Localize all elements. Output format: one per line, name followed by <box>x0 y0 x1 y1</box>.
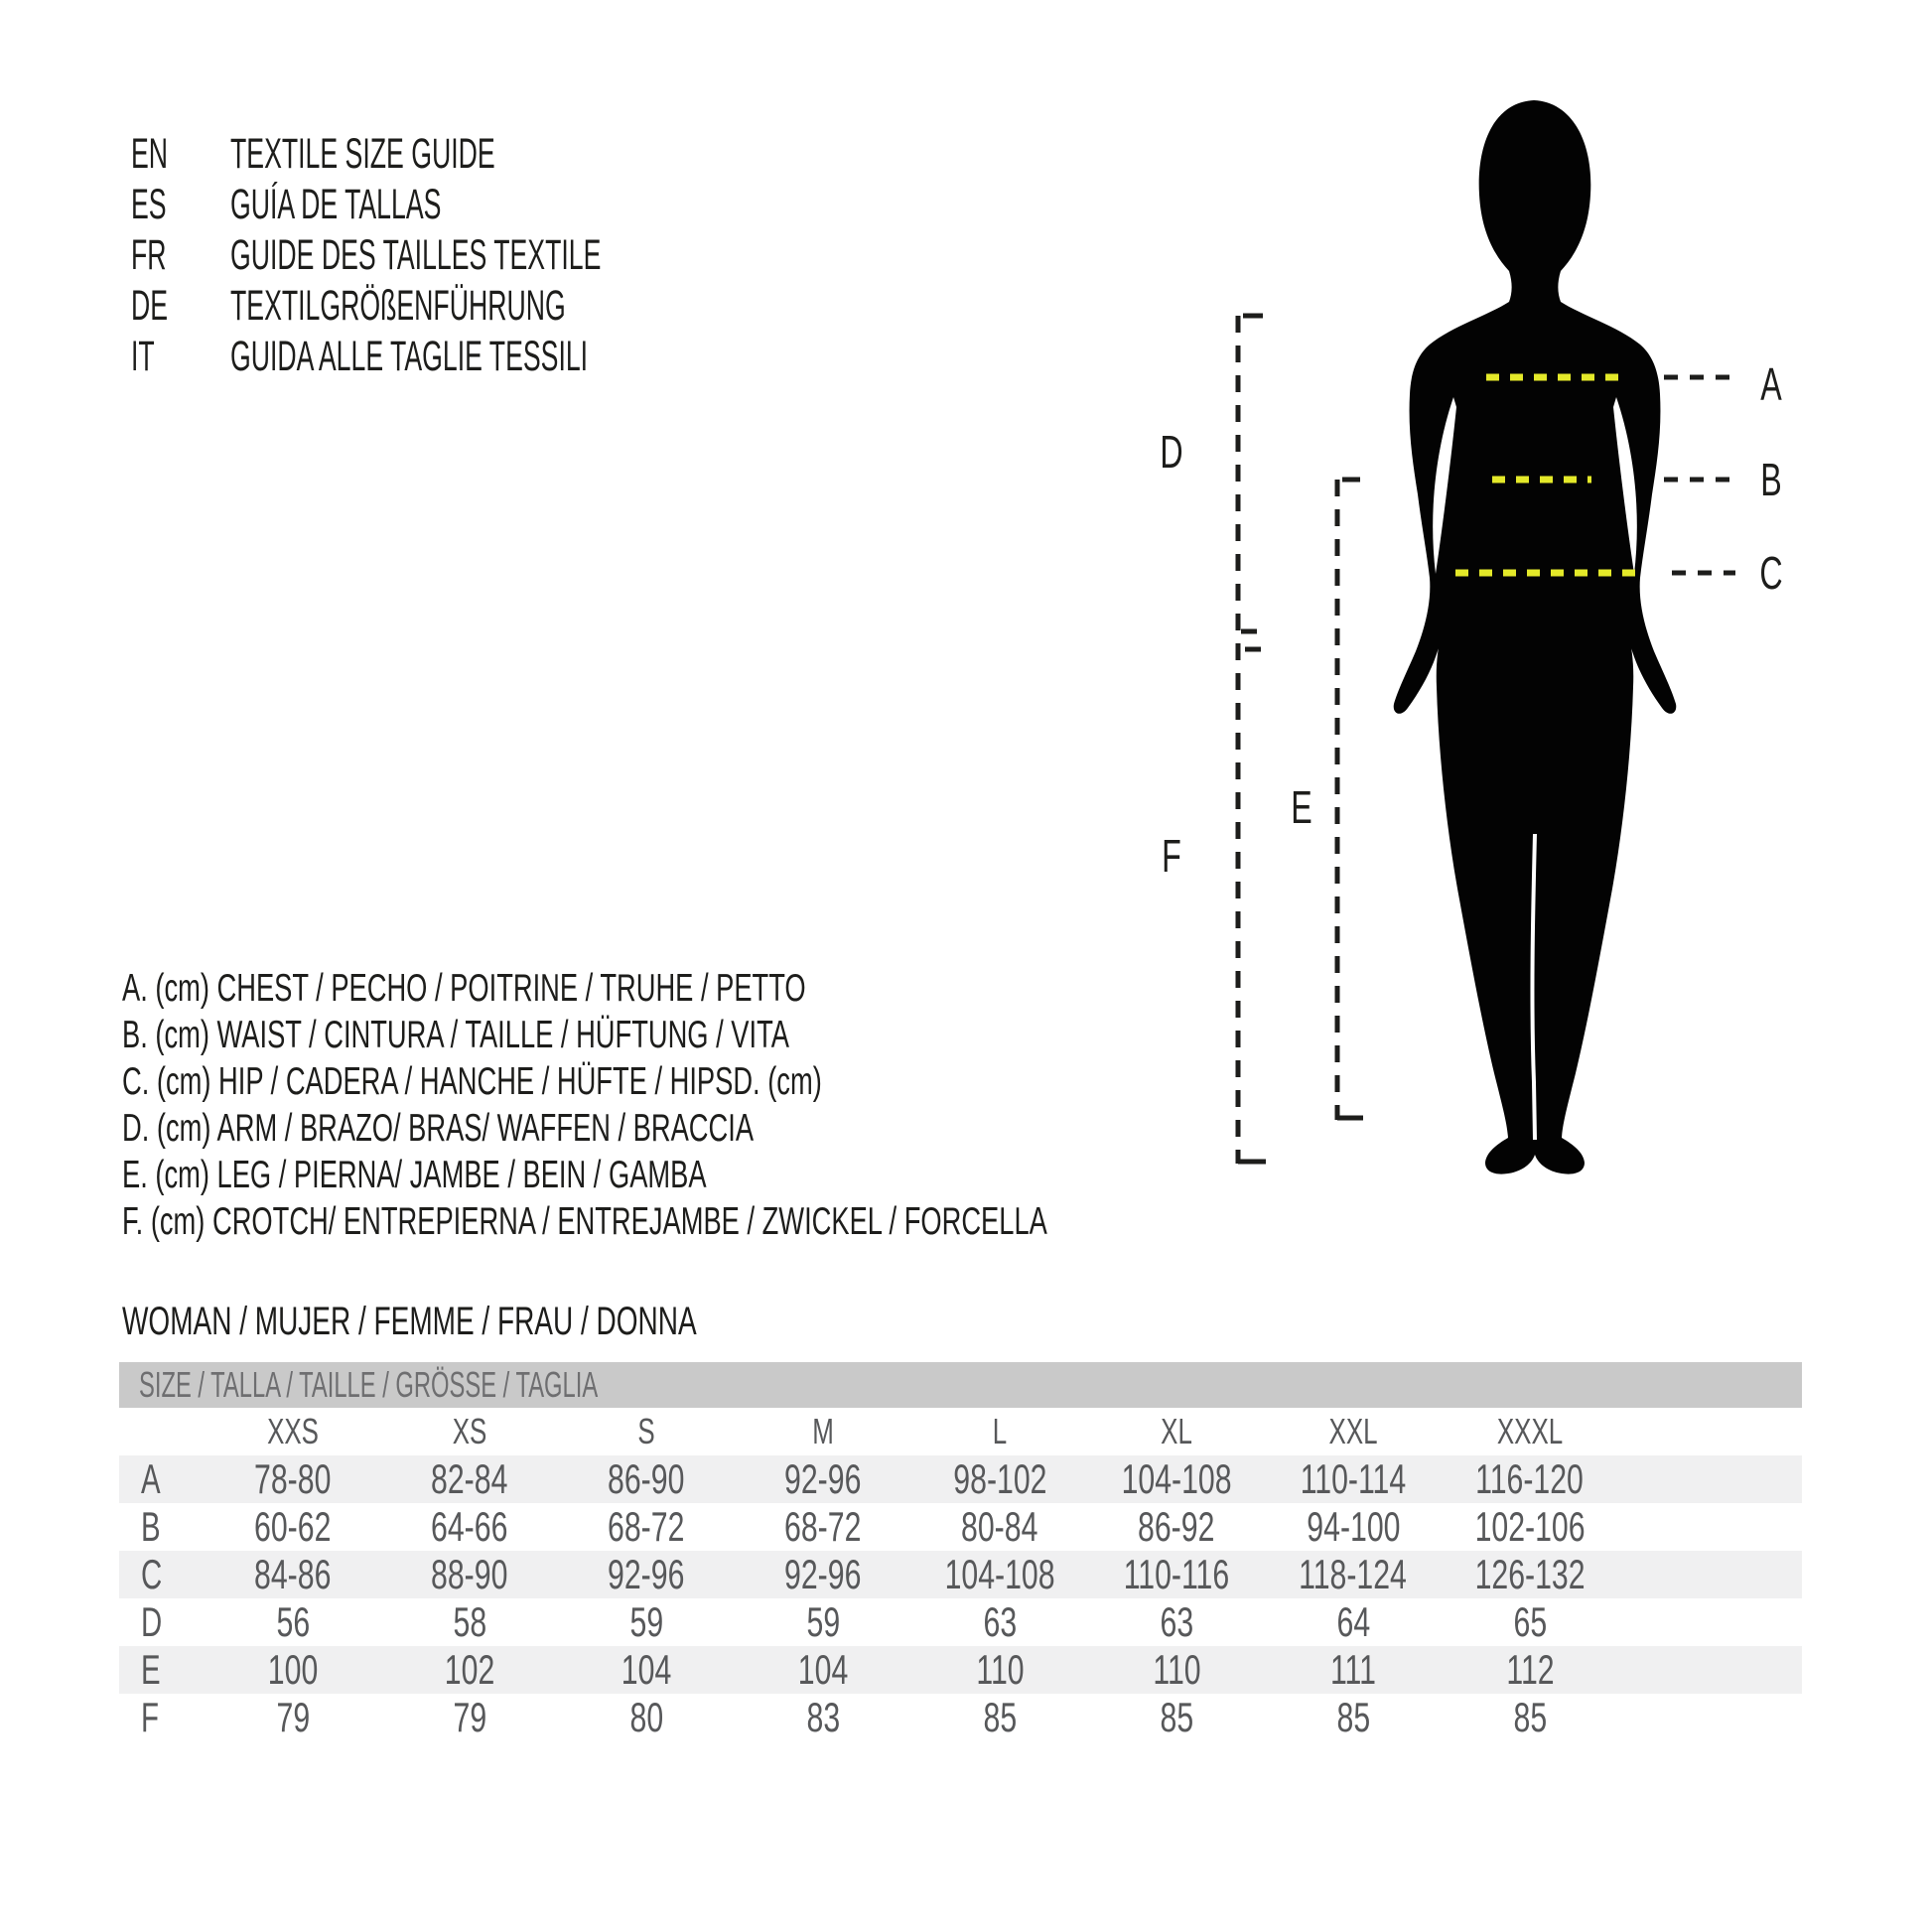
column-header: XXXL <box>1496 1411 1564 1451</box>
cell: 85 <box>1336 1694 1370 1740</box>
guide-title: GUIDE DES TAILLES TEXTILE <box>230 231 602 279</box>
size-table-header-label: SIZE / TALLA / TAILLE / GRÖSSE / TAGLIA <box>139 1364 599 1405</box>
size-table-header-band <box>119 1362 1802 1408</box>
measurement-legend <box>122 965 1444 1245</box>
language-row-en <box>131 129 828 180</box>
row-label: D <box>141 1598 163 1645</box>
table-row-a <box>119 1455 1802 1503</box>
legend-item-leg: E. (cm) LEG / PIERNA/ JAMBE / BEIN / GAMBA <box>122 1153 707 1196</box>
cell: 86-92 <box>1138 1503 1215 1550</box>
cell: 92-96 <box>608 1551 685 1597</box>
table-row-b <box>119 1503 1802 1551</box>
row-label: C <box>141 1551 163 1597</box>
cell: 68-72 <box>784 1503 862 1550</box>
cell: 85 <box>983 1694 1017 1740</box>
column-header: S <box>637 1411 655 1451</box>
cell: 64-66 <box>431 1503 508 1550</box>
cell: 85 <box>1513 1694 1547 1740</box>
cell: 68-72 <box>608 1503 685 1550</box>
language-row-es <box>131 180 828 230</box>
table-row-e <box>119 1646 1802 1694</box>
gender-title: WOMAN / MUJER / FEMME / FRAU / DONNA <box>122 1299 697 1343</box>
cell: 92-96 <box>784 1455 862 1502</box>
cell: 80-84 <box>961 1503 1038 1550</box>
cell: 100 <box>267 1646 319 1693</box>
cell: 110 <box>975 1646 1025 1693</box>
row-label: E <box>141 1646 161 1693</box>
cell: 104 <box>621 1646 672 1693</box>
marker-label-d: D <box>1160 426 1183 478</box>
guide-title: TEXTILE SIZE GUIDE <box>230 130 495 178</box>
legend-item-chest: A. (cm) CHEST / PECHO / POITRINE / TRUHE / PETTO <box>122 966 806 1010</box>
cell: 86-90 <box>608 1455 685 1502</box>
cell: 111 <box>1330 1646 1376 1693</box>
cell: 58 <box>453 1598 486 1645</box>
cell: 82-84 <box>431 1455 508 1502</box>
cell: 126-132 <box>1474 1551 1586 1597</box>
language-row-de <box>131 281 828 332</box>
row-label: F <box>141 1694 159 1740</box>
size-columns-row <box>119 1408 1802 1455</box>
cell: 60-62 <box>254 1503 332 1550</box>
table-row-f <box>119 1694 1802 1741</box>
cell: 63 <box>1160 1598 1193 1645</box>
cell: 104 <box>797 1646 849 1693</box>
language-code: DE <box>131 282 169 330</box>
language-code: IT <box>131 333 155 380</box>
cell: 88-90 <box>431 1551 508 1597</box>
cell: 63 <box>983 1598 1017 1645</box>
guide-title: TEXTILGRÖßENFÜHRUNG <box>230 282 566 330</box>
legend-item-waist: B. (cm) WAIST / CINTURA / TAILLE / HÜFTUNG / VITA <box>122 1013 789 1056</box>
cell: 79 <box>453 1694 486 1740</box>
marker-label-e: E <box>1291 781 1312 833</box>
marker-label-b: B <box>1760 454 1782 505</box>
column-header: XS <box>452 1411 487 1451</box>
cell: 80 <box>629 1694 663 1740</box>
cell: 110-114 <box>1300 1455 1407 1502</box>
column-header: XL <box>1161 1411 1192 1451</box>
table-row-d <box>119 1598 1802 1646</box>
cell: 65 <box>1513 1598 1547 1645</box>
column-header: L <box>992 1411 1008 1451</box>
cell: 118-124 <box>1299 1551 1408 1597</box>
column-header: XXL <box>1328 1411 1378 1451</box>
guide-title: GUIDA ALLE TAGLIE TESSILI <box>230 333 589 380</box>
cell: 92-96 <box>784 1551 862 1597</box>
cell: 116-120 <box>1475 1455 1585 1502</box>
column-header: XXS <box>267 1411 319 1451</box>
language-row-it <box>131 332 828 382</box>
cell: 104-108 <box>1121 1455 1232 1502</box>
cell: 79 <box>276 1694 310 1740</box>
cell: 94-100 <box>1306 1503 1401 1550</box>
cell: 64 <box>1336 1598 1370 1645</box>
guide-title: GUÍA DE TALLAS <box>230 181 442 228</box>
cell: 83 <box>806 1694 840 1740</box>
language-code: FR <box>131 231 167 279</box>
marker-label-f: F <box>1162 830 1181 882</box>
row-label: B <box>141 1503 161 1550</box>
language-title-list <box>131 129 828 382</box>
cell: 102 <box>444 1646 495 1693</box>
cell: 110-116 <box>1123 1551 1230 1597</box>
cell: 59 <box>629 1598 663 1645</box>
cell: 84-86 <box>254 1551 332 1597</box>
cell: 56 <box>276 1598 310 1645</box>
cell: 59 <box>806 1598 840 1645</box>
marker-label-c: C <box>1759 547 1783 599</box>
marker-label-a: A <box>1760 358 1782 410</box>
legend-item-hip: C. (cm) HIP / CADERA / HANCHE / HÜFTE / HIPSD. (cm) <box>122 1059 822 1103</box>
cell: 104-108 <box>944 1551 1055 1597</box>
language-code: EN <box>131 130 169 178</box>
cell: 102-106 <box>1474 1503 1586 1550</box>
cell: 78-80 <box>254 1455 332 1502</box>
table-row-c <box>119 1551 1802 1598</box>
cell: 98-102 <box>952 1455 1047 1502</box>
column-header: M <box>812 1411 834 1451</box>
language-code: ES <box>131 181 167 228</box>
legend-item-arm: D. (cm) ARM / BRAZO/ BRAS/ WAFFEN / BRACCIA <box>122 1106 755 1150</box>
cell: 110 <box>1152 1646 1201 1693</box>
size-table <box>119 1362 1802 1741</box>
cell: 85 <box>1160 1694 1193 1740</box>
row-label: A <box>141 1455 161 1502</box>
language-row-fr <box>131 230 828 281</box>
legend-item-crotch: F. (cm) CROTCH/ ENTREPIERNA / ENTREJAMBE / ZWICKEL / FORCELLA <box>122 1199 1047 1243</box>
cell: 112 <box>1505 1646 1555 1693</box>
leg-gap-line <box>1532 834 1535 1140</box>
